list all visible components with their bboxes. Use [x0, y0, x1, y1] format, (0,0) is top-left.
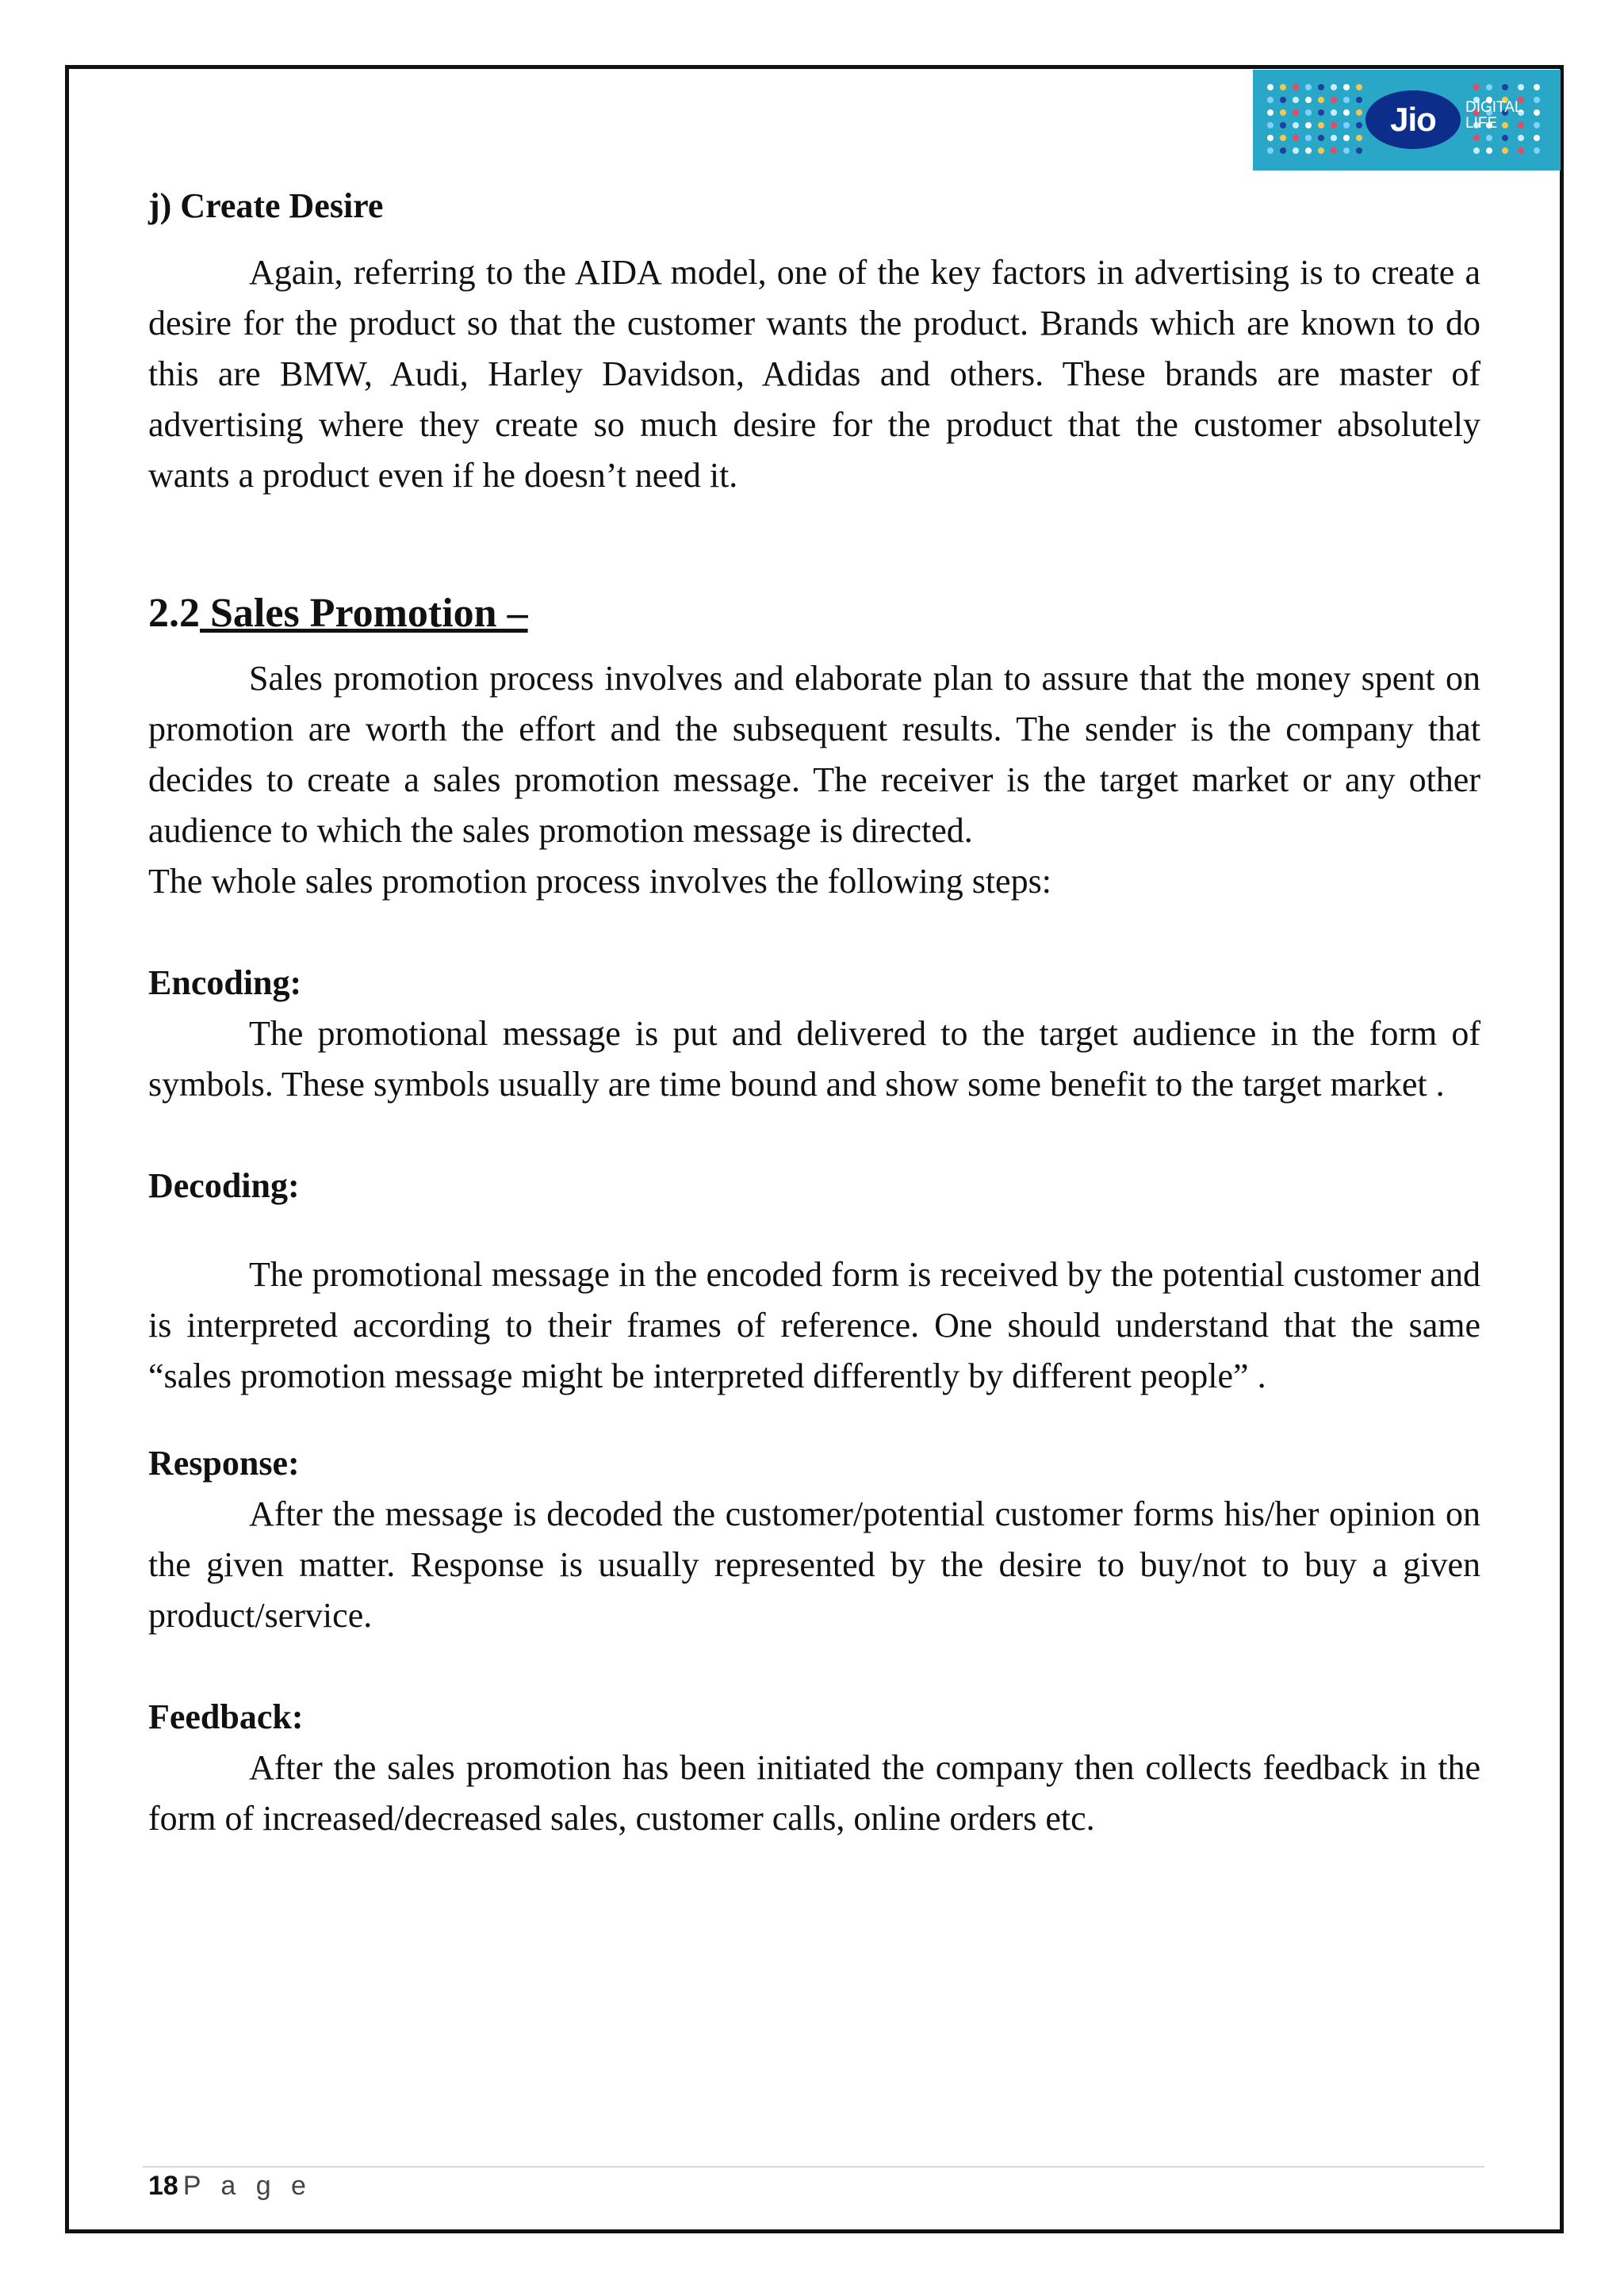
- logo-dot: [1318, 122, 1324, 128]
- logo-dot: [1534, 84, 1540, 90]
- page-number: 18: [148, 2171, 178, 2201]
- logo-dot: [1534, 135, 1540, 141]
- logo-dot: [1518, 84, 1524, 90]
- logo-dot: [1331, 84, 1337, 90]
- logo-dot: [1356, 122, 1362, 128]
- logo-dot: [1280, 84, 1286, 90]
- step-body-encoding: The promotional message is put and delivered to the target audience in the form of symbols. These symbols usually are time bound and show some benefit to the target market .: [148, 1014, 1480, 1104]
- step-body-response: After the message is decoded the customer/potential customer forms his/her opinion on the given matter. Response is usually represented by the desire to buy/not to buy a given product/service.: [148, 1494, 1480, 1635]
- logo-dot: [1534, 147, 1540, 154]
- jio-logo-mark: Jio: [1365, 90, 1461, 149]
- logo-dot: [1356, 147, 1362, 154]
- logo-dot: [1518, 135, 1524, 141]
- section-heading-sales-promotion: 2.2 Sales Promotion –: [148, 591, 528, 636]
- logo-dot: [1267, 109, 1274, 116]
- step-heading-feedback: Feedback:: [148, 1697, 304, 1736]
- logo-dot: [1305, 147, 1312, 154]
- logo-dot: [1502, 135, 1508, 141]
- logo-dot: [1305, 109, 1312, 116]
- logo-dot: [1267, 147, 1274, 154]
- logo-dot: [1356, 109, 1362, 116]
- logo-dot: [1293, 109, 1299, 116]
- logo-dot: [1356, 97, 1362, 103]
- logo-dot: [1318, 97, 1324, 103]
- logo-dot: [1318, 84, 1324, 90]
- logo-dot: [1343, 135, 1350, 141]
- logo-dot: [1280, 97, 1286, 103]
- step-body-decoding: The promotional message in the encoded form is received by the potential customer and is interpreted according to their frames of reference. One should understand that the same “sales promotion message might be interpreted differently by different people” .: [148, 1255, 1480, 1395]
- logo-dot: [1331, 122, 1337, 128]
- logo-dot: [1331, 147, 1337, 154]
- paragraph-steps-lead: The whole sales promotion process involves the following steps:: [148, 862, 1051, 901]
- logo-dot: [1293, 84, 1299, 90]
- logo-dot: [1293, 135, 1299, 141]
- logo-dot: [1343, 84, 1350, 90]
- logo-dot: [1343, 109, 1350, 116]
- logo-dot: [1267, 122, 1274, 128]
- logo-dot: [1280, 122, 1286, 128]
- page-label: P a g e: [182, 2171, 312, 2201]
- logo-dot: [1343, 122, 1350, 128]
- logo-dot: [1473, 84, 1480, 90]
- document-body: [148, 181, 1480, 1844]
- logo-dot: [1331, 135, 1337, 141]
- logo-dot: [1518, 147, 1524, 154]
- logo-dot: [1293, 147, 1299, 154]
- logo-dot: [1293, 122, 1299, 128]
- step-heading-decoding: Decoding:: [148, 1166, 300, 1205]
- logo-dot: [1486, 135, 1492, 141]
- logo-dot: [1534, 122, 1540, 128]
- logo-dot: [1280, 147, 1286, 154]
- logo-dot: [1343, 97, 1350, 103]
- paragraph-sales-promotion-intro: Sales promotion process involves and elaborate plan to assure that the money spent on promotion are worth the effort and the subsequent results. The sender is the company that decides to create a sales promotion message. The receiver is the target market or any other audience to which the sales promotion message is directed.: [148, 659, 1480, 850]
- logo-dot: [1305, 84, 1312, 90]
- logo-dot: [1473, 135, 1480, 141]
- logo-dot: [1305, 135, 1312, 141]
- step-body-feedback: After the sales promotion has been initiated the company then collects feedback in the form of increased/decreased sales, customer calls, online orders etc.: [148, 1748, 1480, 1838]
- logo-dot: [1502, 84, 1508, 90]
- logo-dot: [1331, 97, 1337, 103]
- logo-dot: [1318, 135, 1324, 141]
- logo-dot: [1502, 147, 1508, 154]
- jio-digital-life-logo: [1253, 70, 1561, 170]
- logo-dot: [1356, 135, 1362, 141]
- logo-dot: [1318, 147, 1324, 154]
- logo-dot: [1267, 135, 1274, 141]
- logo-dot: [1305, 122, 1312, 128]
- step-heading-response: Response:: [148, 1444, 300, 1483]
- logo-dot: [1486, 147, 1492, 154]
- section-heading-create-desire: j) Create Desire: [148, 186, 384, 225]
- logo-dot: [1305, 97, 1312, 103]
- logo-dot: [1267, 97, 1274, 103]
- logo-tagline: DIGITAL LIFE: [1465, 99, 1523, 132]
- logo-dot: [1486, 84, 1492, 90]
- logo-dot: [1534, 109, 1540, 116]
- step-heading-encoding: Encoding:: [148, 963, 302, 1002]
- page-footer: [148, 2171, 312, 2202]
- logo-dot: [1267, 84, 1274, 90]
- logo-dot: [1473, 147, 1480, 154]
- logo-dot: [1280, 135, 1286, 141]
- footer-divider: [143, 2166, 1484, 2168]
- paragraph-create-desire: Again, referring to the AIDA model, one of the key factors in advertising is to create a desire for the product so that the customer wants the product. Brands which are known to do this are BMW, Audi, Harley Davidson, Adidas and others. These brands are master of advertising where they create so much desire for the product that the customer absolutely wants a product even if he doesn’t need it.: [148, 253, 1480, 495]
- logo-dot: [1356, 84, 1362, 90]
- logo-dot: [1293, 97, 1299, 103]
- logo-dot: [1534, 97, 1540, 103]
- logo-dot: [1318, 109, 1324, 116]
- logo-dot: [1280, 109, 1286, 116]
- logo-dot: [1331, 109, 1337, 116]
- logo-dot: [1343, 147, 1350, 154]
